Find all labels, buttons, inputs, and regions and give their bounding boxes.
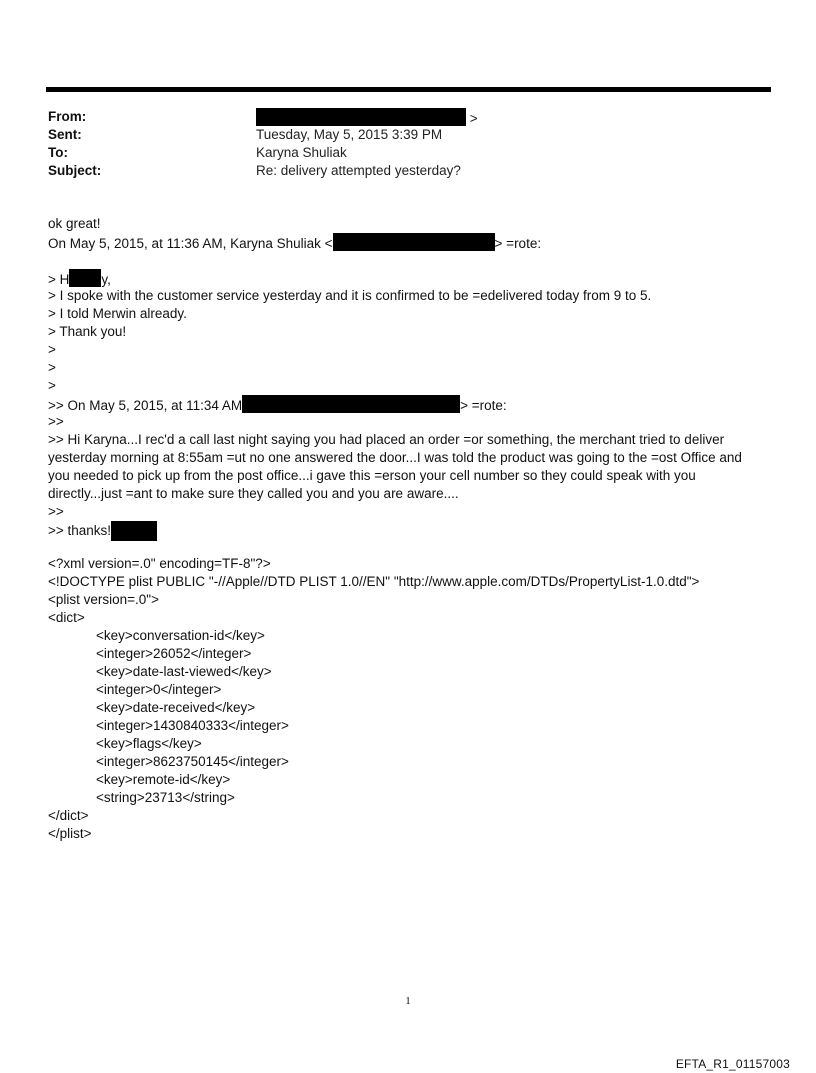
plist-block [48,555,768,843]
from-suffix: > [469,111,478,126]
to-label: To: [48,145,68,160]
body-line: ok great! [48,216,101,231]
from-label: From: [48,109,87,124]
quote-line [48,521,768,543]
plist-line: <key>flags</key> [96,736,202,751]
plist-line: <key>date-received</key> [96,700,256,715]
document-id: EFTA_R1_01157003 [675,1057,790,1071]
quote-line: > I told Merwin already. [48,306,187,321]
header-rule [46,87,771,92]
quote-paragraph: >> Hi Karyna...I rec'd a call last night saying you had placed an order =or something, the merchant tried to deliver yesterday morning at 8:55am =ut no one answered the door...I was told the product was going to the =ost Office and you needed to pick up from the post office...i gave this =erson your cell number so they could speak with you directly...just =ant to make sure they called you and you are aware.... [48,432,742,501]
sent-value: Tuesday, May 5, 2015 3:39 PM [256,127,443,142]
subject-label: Subject: [48,163,102,178]
attribution-text: >> On May 5, 2015, at 11:34 AM [48,398,243,413]
plist-line: <key>date-last-viewed</key> [96,664,272,679]
quote-line: > I spoke with the customer service yesterday and it is confirmed to be =edelivered today from 9 to 5. [48,288,652,303]
plist-line: </dict> [48,808,89,823]
plist-line: <plist version=.0"> [48,592,159,607]
subject-value: Re: delivery attempted yesterday? [256,163,461,178]
quote-line: >> [48,414,64,429]
plist-line: <string>23713</string> [96,790,235,805]
plist-line: <dict> [48,610,85,625]
plist-line: <integer>0</integer> [96,682,222,697]
quote-line: > Thank you! [48,324,127,339]
redaction-box [69,269,101,287]
to-value: Karyna Shuliak [256,145,347,160]
attribution-text: On May 5, 2015, at 11:36 AM, Karyna Shuliak < [48,236,333,251]
quote-line: > [48,342,56,357]
redaction-box [111,521,157,541]
plist-line: <integer>1430840333</integer> [96,718,289,733]
quote-attribution [48,233,768,251]
quote-text: >> thanks! [48,523,112,538]
redaction-box [333,233,495,251]
quote-line: >> [48,504,64,519]
redaction-box [242,395,460,413]
plist-line: <key>conversation-id</key> [96,628,265,643]
spacer [48,543,768,555]
from-value [256,108,478,128]
spacer [48,251,768,269]
plist-line: <!DOCTYPE plist PUBLIC "-//Apple//DTD PLIST 1.0//EN" "http://www.apple.com/DTDs/PropertyList-1.0.dtd"> [48,574,700,589]
page-number: 1 [405,995,411,1007]
plist-line: <?xml version=.0" encoding=TF-8"?> [48,556,271,571]
plist-line: <integer>26052</integer> [96,646,252,661]
plist-line: </plist> [48,826,92,841]
redaction-box [256,108,466,126]
attribution-suffix: > =rote: [460,398,507,413]
nested-quote-attribution [48,395,768,413]
quote-text: y, [101,272,111,287]
quote-text: > H [48,272,70,287]
plist-line: <key>remote-id</key> [96,772,231,787]
sent-label: Sent: [48,127,82,142]
quote-line: > [48,360,56,375]
email-body [48,215,768,843]
quote-line: > [48,378,56,393]
attribution-suffix: > =rote: [494,236,542,251]
quote-line [48,269,768,287]
plist-line: <integer>8623750145</integer> [96,754,289,769]
